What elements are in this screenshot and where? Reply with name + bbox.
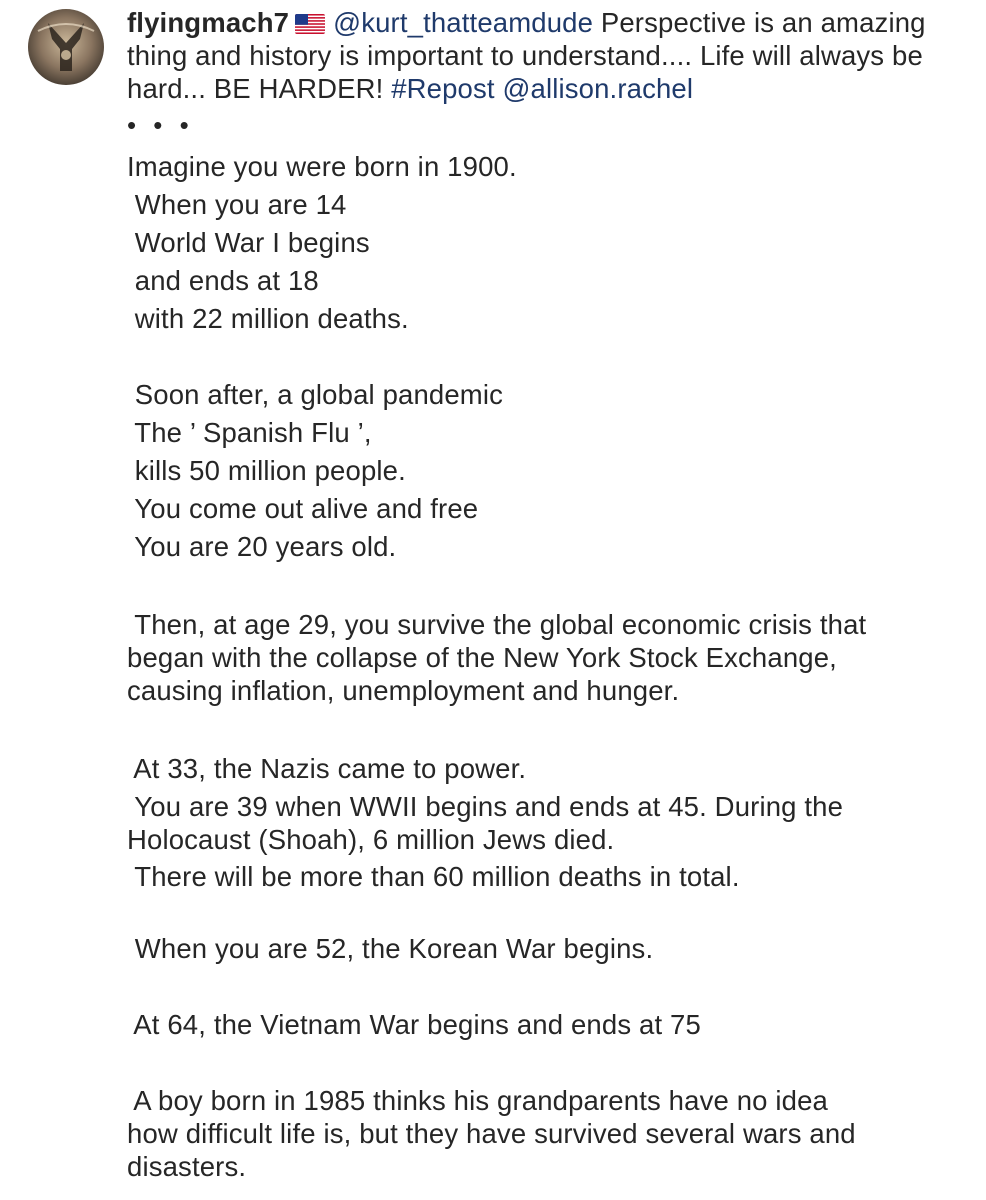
paragraph-4 xyxy=(127,750,957,900)
us-flag-icon xyxy=(295,14,325,34)
post-caption xyxy=(127,6,947,105)
body-line: and ends at 18 xyxy=(127,265,319,296)
body-line: When you are 14 xyxy=(127,189,347,220)
body-line: A boy born in 1985 thinks his grandparents have no idea xyxy=(127,1085,828,1116)
body-line: At 64, the Vietnam War begins and ends at 75 xyxy=(127,1009,701,1040)
hashtag-link[interactable]: #Repost xyxy=(391,73,495,104)
profile-avatar[interactable] xyxy=(28,9,104,85)
post-body xyxy=(127,148,957,1183)
avatar-image xyxy=(28,9,104,85)
body-line: There will be more than 60 million deaths in total. xyxy=(127,861,740,892)
caption-text: Perspective is an amazing thing and history is important to understand.... Life will always be hard... BE HARDER! xyxy=(127,7,926,104)
body-line: began with the collapse of the New York Stock Exchange, xyxy=(127,642,837,673)
body-line: Soon after, a global pandemic xyxy=(127,379,504,410)
body-line: how difficult life is, but they have survived several wars and xyxy=(127,1118,856,1149)
mention-link[interactable]: @kurt_thatteamdude xyxy=(333,7,594,38)
body-line: World War I begins xyxy=(127,227,370,258)
paragraph-3 xyxy=(127,608,957,707)
body-line: Then, at age 29, you survive the global economic crisis that xyxy=(127,609,867,640)
body-line: causing inflation, unemployment and hunger. xyxy=(127,675,680,706)
body-line: Holocaust (Shoah), 6 million Jews died. xyxy=(127,824,615,855)
body-line: kills 50 million people. xyxy=(127,455,406,486)
body-line: with 22 million deaths. xyxy=(127,303,409,334)
username-link[interactable]: flyingmach7 xyxy=(127,7,290,38)
paragraph-6 xyxy=(127,1006,957,1044)
body-line: At 33, the Nazis came to power. xyxy=(127,753,527,784)
credit-mention-link[interactable]: @allison.rachel xyxy=(502,73,694,104)
body-line: Imagine you were born in 1900. xyxy=(127,151,517,182)
paragraph-5 xyxy=(127,930,957,968)
stanza-1 xyxy=(127,148,957,338)
body-line: disasters. xyxy=(127,1151,247,1182)
body-line: When you are 52, the Korean War begins. xyxy=(127,933,654,964)
paragraph-7 xyxy=(127,1084,957,1183)
body-line: You are 39 when WWII begins and ends at 45. During the xyxy=(127,791,844,822)
body-line: The ’ Spanish Flu ’, xyxy=(127,417,372,448)
stanza-2 xyxy=(127,376,957,566)
body-line: You are 20 years old. xyxy=(127,531,397,562)
line-break-dots: • • • xyxy=(127,110,195,140)
body-line: You come out alive and free xyxy=(127,493,479,524)
